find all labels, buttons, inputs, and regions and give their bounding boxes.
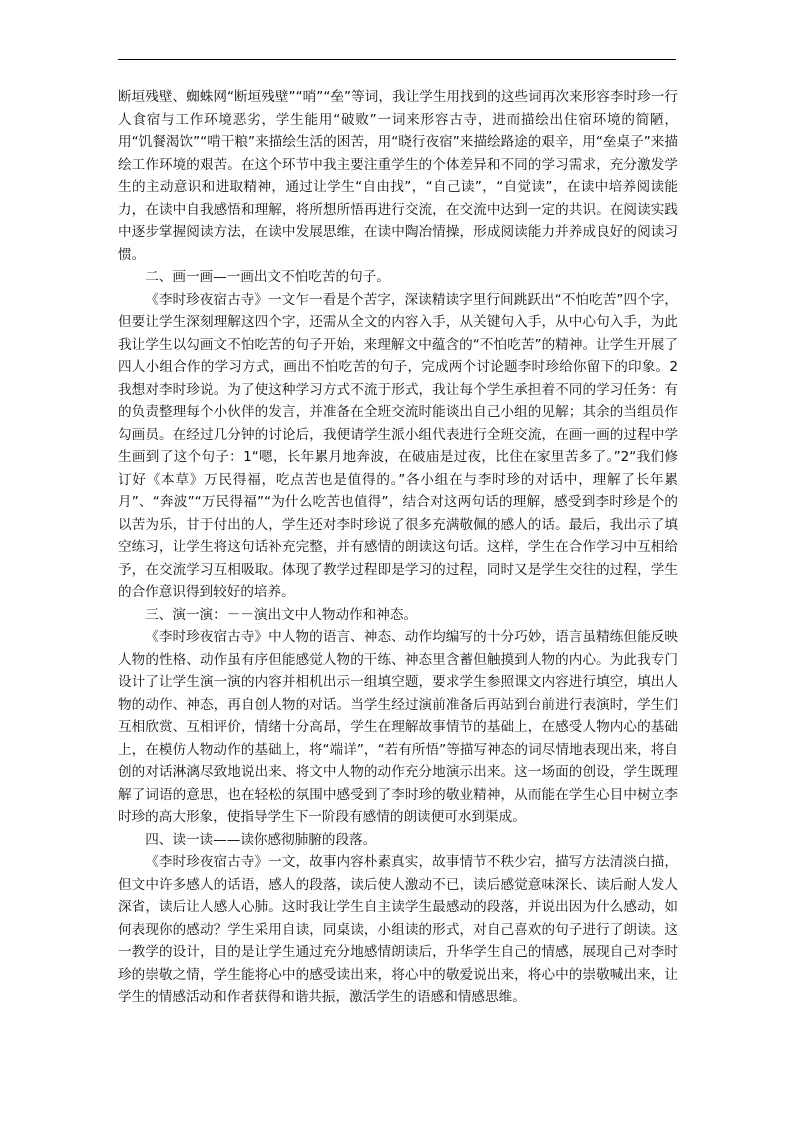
paragraph-2: 《李时珍夜宿古寺》一文乍一看是个苦字，深读精读字里行间跳跃出“不怕吃苦”四个字，但要让学生深刻理解这四个字，还需从全文的内容入手，从关键句入手，从中心句入手，为此我让学生以勾画文不怕吃苦的句子开始，来理解文中蕴含的“不怕吃苦”的精神。让学生开展了四人小组合作的学习方式，画出不怕吃苦的句子，完成两个讨论题李时珍给你留下的印象。2我想对李时珍说。为了使这种学习方式不流于形式，我让每个学生承担着不同的学习任务：有的负责整理每个小伙伴的发言，并准备在全班交流时能谈出自己小组的见解；其余的当组员作勾画员。在经过几分钟的讨论后，我便请学生派小组代表进行全班交流，在画一画的过程中学生画到了这个句子：1“嗯，长年累月地奔波，在破庙是过夜，比住在家里苦多了。”2“我们修订好《本草》万民得福，吃点苦也是值得的。”各小组在与李时珍的对话中，理解了长年累月”、“奔波”“万民得福”“为什么吃苦也值得”，结合对这两句话的理解，感受到李时珍是个的以苦为乐，甘于付出的人，学生还对李时珍说了很多充满敬佩的感人的话。最后，我出示了填空练习，让学生将这句话补充完整，并有感情的朗读这句话。这样，学生在合作学习中互相给予，在交流学习互相吸取。体现了教学过程即是学习的过程，同时又是学生交往的过程，学生的合作意识得到较好的培养。 <box>118 291 678 600</box>
document-body <box>118 86 678 1009</box>
paragraph-4: 《李时珍夜宿古寺》一文，故事内容朴素真实，故事情节不秩少宕，描写方法清淡白描，但文中许多感人的话语，感人的段落，读后使人激动不已，读后感觉意味深长、读后耐人发人深省，读后让人感人心肺。这时我让学生自主读学生最感动的段落，并说出因为什么感动，如何表现你的感动？学生采用自读，同桌读，小组读的形式，对自己喜欢的句子进行了朗读。这一教学的设计，目的是让学生通过充分地感情朗读后，升华学生自己的情感，展现自己对李时珍的崇敬之情，学生能将心中的感受读出来，将心中的敬爱说出来，将心中的崇敬喊出来，让学生的情感活动和作者获得和谐共振，激活学生的语感和情感思维。 <box>118 854 678 1005</box>
section-heading-4: 四、读一读——读你感彻肺腑的段落。 <box>145 831 377 848</box>
section-heading-2: 二、画一画—一画出文不怕吃苦的句子。 <box>145 269 390 285</box>
paragraph-3: 《李时珍夜宿古寺》中人物的语言、神态、动作均编写的十分巧妙，语言虽精练但能反映人物的性格、动作虽有序但能感觉人物的干练、神态里含蓄但触摸到人物的内心。为此我专门设计了让学生演一演的内容并相机出示一组填空题，要求学生参照课文内容进行填空，填出人物的动作、神态，再自创人物的对话。当学生经过演前准备后再站到台前进行表演时，学生们互相欣赏、互相评价，情绪十分高昂，学生在理解故事情节的基础上，在感受人物内心的基础上，在模仿人物动作的基础上，将“端详”，“若有所悟”等描写神态的词尽情地表现出来，将自创的对话淋漓尽致地说出来、将文中人物的动作充分地演示出来。这一场面的创设，学生既理解了词语的意思，也在轻松的氛围中感受到了李时珍的敬业精神，从而能在学生心目中树立李时珍的高大形象，使指导学生下一阶段有感情的朗读便可水到渠成。 <box>118 629 678 825</box>
paragraph-1: 断垣残壁、蜘蛛网“断垣残壁”“哨”“垒”等词，我让学生用找到的这些词再次来形容李时珍一行人食宿与工作环境恶劣，学生能用“破败”一词来形容古寺，进而描绘出住宿环境的简陋，用“饥餐渴饮”“啃干粮”来描绘生活的困苦，用“晓行夜宿”来描绘路途的艰辛，用“垒桌子”来描绘工作环境的艰苦。在这个环节中我主要注重学生的个体差异和不同的学习需求，充分激发学生的主动意识和进取精神，通过让学生“自由找”，“自己读”，“自觉读”，在读中培养阅读能力，在读中自我感悟和理解，将所想所悟再进行交流，在交流中达到一定的共识。在阅读实践中逐步掌握阅读方法，在读中发展思维，在读中陶冶情操，形成阅读能力并养成良好的阅读习惯。 <box>118 89 678 263</box>
section-heading-3: 三、演一演：－－演出文中人物动作和神态。 <box>145 606 418 623</box>
header-rule <box>118 59 676 60</box>
